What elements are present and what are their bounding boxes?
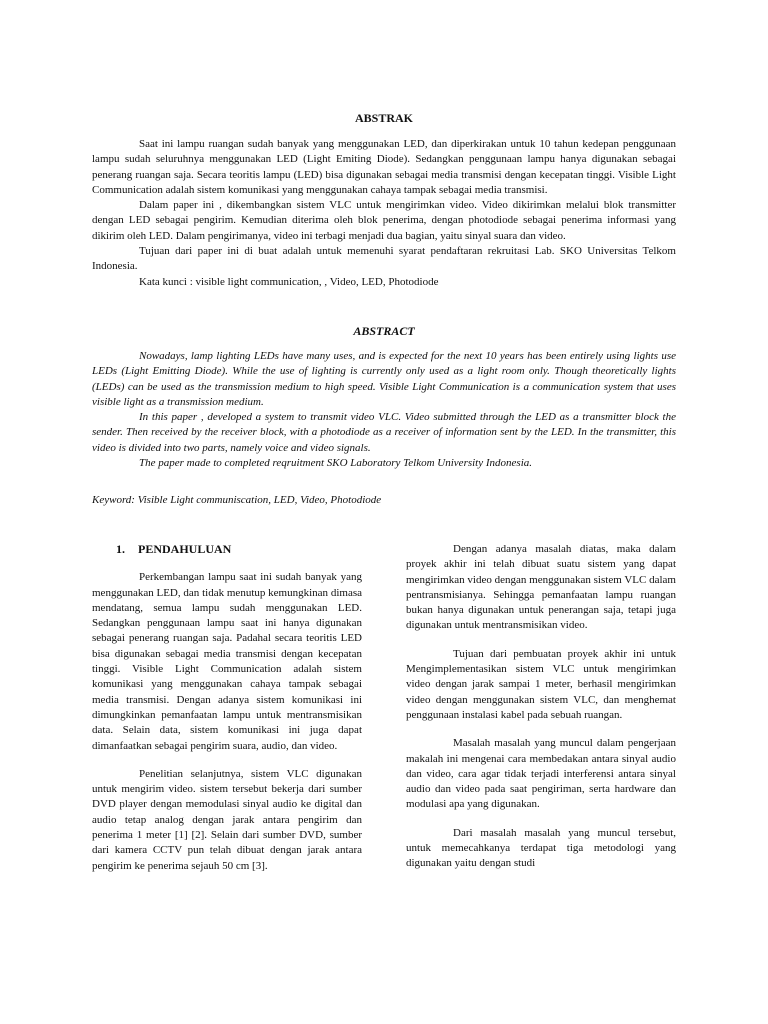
- abstract-body: [92, 349, 676, 471]
- abstract-paragraph: In this paper , developed a system to transmit video VLC. Video submitted through the LED as a transmitter block the sender. Then received by the receiver block, with a photodiode as a receiver of information sent by the LED. In the transmitter, this video is divided into two parts, namely voice and video signals.: [92, 411, 676, 454]
- body-paragraph: Perkembangan lampu saat ini sudah banyak yang menggunakan LED, dan tidak menutup kemungkinan dimasa mendatang, semua lampu sudah menggunakan LED. Sedangkan penggunaan lampu saat ini hanya digunakan sebagai penerang ruangan saja. Padahal secara teoritis LED bisa digunakan sebagai media transmisi dengan kecepatan tinggi. Visible Light Communication adalah sistem komunikasi yang menggunakan cahaya tampak sebagai media transmisi. Dengan adanya sistem komunikasi ini dimungkinkan pemanfaatan lampu untuk mentransmisikan data. Selain data, sistem komunikasi ini juga dapat dimanfaatkan sebagai pengirim suara, audio, dan video.: [92, 571, 362, 752]
- section-heading: [92, 542, 362, 557]
- abstrak-keywords: Kata kunci : visible light communication, , Video, LED, Photodiode: [139, 275, 439, 288]
- abstract-keywords: Keyword: Visible Light communiscation, LED, Video, Photodiode: [92, 494, 382, 506]
- body-paragraph: Tujuan dari pembuatan proyek akhir ini untuk Mengimplementasikan sistem VLC untuk mengirimkan video dengan jarak sampai 1 meter, berhasil mengirimkan video dengan menggunakan sistem VLC, dan menghemat penggunaan instalasi kabel pada sebuah ruangan.: [406, 647, 676, 721]
- abstrak-paragraph: Dalam paper ini , dikembangkan sistem VLC untuk mengirimkan video. Video dikirimkan melalui blok transmitter dengan LED sebagai pengirim. Kemudian diterima oleh blok penerima, dengan photodiode sebagai penerima informasi yang dikirim oleh LED. Dalam pengirimanya, video ini terbagi menjadi dua bagian, yaitu sinyal suara dan video.: [92, 199, 676, 242]
- body-paragraph: Penelitian selanjutnya, sistem VLC digunakan untuk mengirim video. sistem tersebut bekerja dari sumber DVD player dengan memodulasi sinyal audio ke digital dan audio tetap analog dengan jarak antara pengirim dan penerima 1 meter [1] [2]. Selain dari sumber DVD, sumber dari kamera CCTV pun telah dibuat dengan jarak antara pengirim ke penerima sejauh 50 cm [3].: [92, 767, 362, 872]
- body-paragraph: Dari masalah masalah yang muncul tersebut, untuk memecahkanya terdapat tiga metodologi yang digunakan yaitu dengan studi: [406, 826, 676, 870]
- right-column: [406, 542, 676, 872]
- abstract-paragraph: Nowadays, lamp lighting LEDs have many uses, and is expected for the next 10 years has been entirely using lights use LEDs (Light Emitting Diode). While the use of lighting is currently only used as a light room only. Though theoretically lights (LEDs) can be used as the transmission medium to high speed. Visible Light Communication is a communication system that uses visible light as a transmission medium.: [92, 350, 676, 408]
- section-number: 1.: [116, 542, 125, 556]
- section-title: PENDAHULUAN: [138, 542, 232, 556]
- abstract-title: ABSTRACT: [353, 324, 415, 338]
- abstrak-title: ABSTRAK: [354, 111, 413, 125]
- abstract-paragraph: The paper made to completed reqruitment SKO Laboratory Telkom University Indonesia.: [139, 457, 533, 470]
- body-paragraph: Masalah masalah yang muncul dalam pengerjaan makalah ini mengenai cara membedakan antara sinyal audio dan video, cara agar tidak terjadi interferensi antara sinyal audio dan video pada saat pengiriman, serta hardware dan modulasi apa yang digunakan.: [406, 737, 676, 811]
- abstrak-paragraph: Saat ini lampu ruangan sudah banyak yang menggunakan LED, dan diperkirakan untuk 10 tahun kedepan penggunaan lampu sudah seluruhnya menggunakan LED (Light Emiting Diode). Sedangkan penggunaan lampu hanya digunakan sebagai penerang ruangan saja. Secara teoritis lampu (LED) bisa digunakan sebagai media transmisi dengan kecepatan tinggi. Visible Light Communication adalah sistem komunikasi yang menggunakan cahaya tampak sebagai media transmisi.: [92, 138, 676, 196]
- left-column: [92, 542, 362, 874]
- abstrak-body: [92, 137, 676, 290]
- body-paragraph: Dengan adanya masalah diatas, maka dalam proyek akhir ini telah dibuat suatu sistem yang dapat mengirimkan video dengan menggunakan sistem VLC dalam pentransmisianya. Sehingga pemanfaatan lampu ruangan bukan hanya digunakan untuk penerangan saja, tetapi juga digunakan untuk mentransmisikan video.: [406, 543, 676, 632]
- abstrak-paragraph: Tujuan dari paper ini di buat adalah untuk memenuhi syarat pendaftaran rekruitasi Lab. SKO Universitas Telkom Indonesia.: [92, 245, 676, 273]
